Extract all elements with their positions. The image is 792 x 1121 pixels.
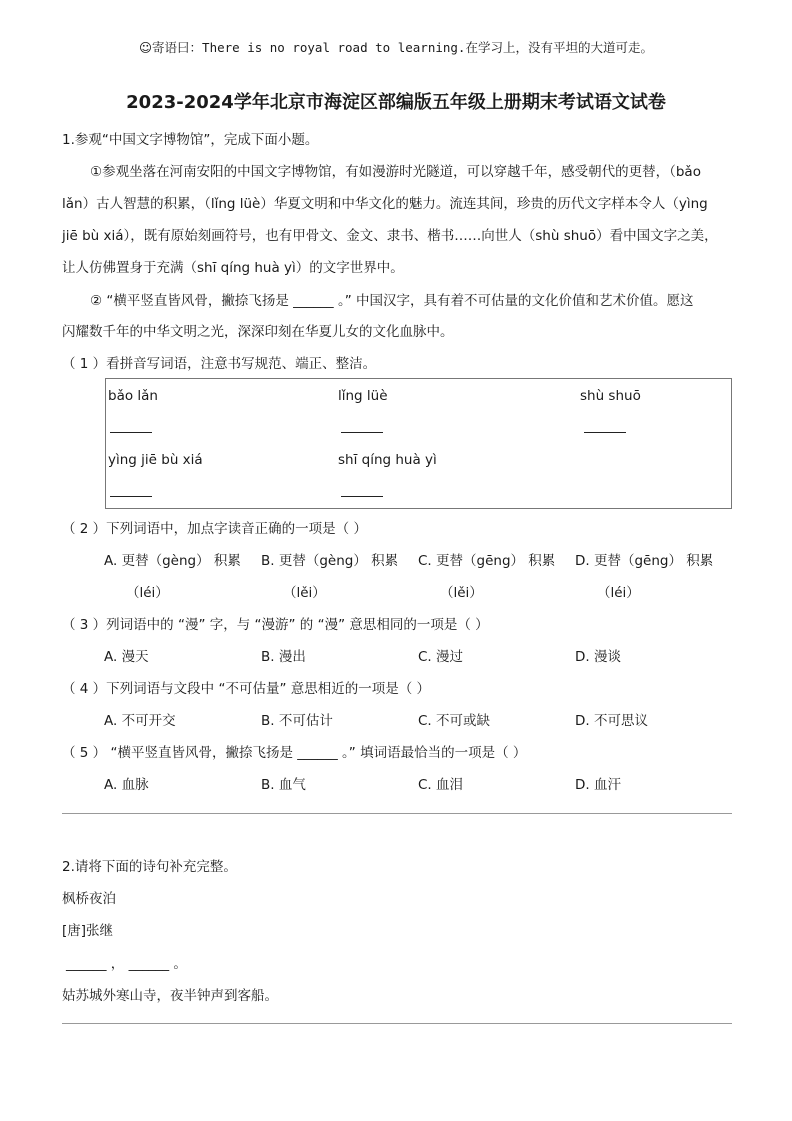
q1-para1-line1: ①参观坐落在河南安阳的中国文字博物馆，有如漫游时光隧道，可以穿越千年，感受朝代的更替，（bǎo [90,164,701,180]
pinyin-label: bǎo lǎn [108,388,158,404]
q1-sub2-prompt: （ 2 ）下列词语中，加点字读音正确的一项是（ ） [62,521,367,537]
option-b[interactable]: B. 更替（gèng） 积累 [261,553,399,569]
option-c[interactable]: C. 血泪 [418,777,464,793]
poem-author: [唐]张继 [62,923,114,939]
q1-para1-line4: 让人仿佛置身于充满（shī qíng huà yì）的文字世界中。 [62,260,404,276]
q1-para2-line1: ② “横平竖直皆风骨，撇捺飞扬是 ______ 。” 中国汉字，具有着不可估量的文化价值和艺术价值。愿这 [90,293,694,309]
option-a[interactable]: A. 不可开交 [104,713,176,729]
poem-title: 枫桥夜泊 [62,891,116,907]
answer-blank[interactable] [110,432,152,433]
q1-para1-line3: jiē bù xiá），既有原始刻画符号，也有甲骨文、金文、隶书、楷书……向世人（shù shuō）看中国文字之美， [62,228,718,244]
option-b-reading: （lěi） [283,585,326,601]
poem-last-line: 姑苏城外寒山寺，夜半钟声到客船。 [62,988,278,1004]
answer-blank[interactable] [110,496,152,497]
answer-blank[interactable] [584,432,626,433]
option-c[interactable]: C. 更替（gēng） 积累 [418,553,556,569]
option-a[interactable]: A. 更替（gèng） 积累 [104,553,241,569]
page-title: 2023-2024学年北京市海淀区部编版五年级上册期末考试语文试卷 [126,92,666,113]
motto-chinese: 在学习上，没有平坦的大道可走。 [465,40,653,55]
option-d-reading: （léi） [597,585,640,601]
option-b[interactable]: B. 漫出 [261,649,306,665]
poem-blank-line[interactable]: ______ ， ______ 。 [66,956,187,972]
motto-prefix: ☺寄语曰： [139,40,203,55]
option-a[interactable]: A. 血脉 [104,777,149,793]
option-d[interactable]: D. 不可思议 [575,713,648,729]
option-a-reading: （léi） [126,585,169,601]
q2-heading: 2.请将下面的诗句补充完整。 [62,859,237,875]
option-b[interactable]: B. 不可估计 [261,713,333,729]
q1-para1-line2: lǎn）古人智慧的积累，（lǐng lüè）华夏文明和中华文化的魅力。流连其间，珍贵的历代文字样本令人（yìng [62,196,708,212]
section-divider [62,1023,732,1024]
q1-sub1-prompt: （ 1 ）看拼音写词语，注意书写规范、端正、整洁。 [62,356,377,372]
q1-para2-line2: 闪耀数千年的中华文明之光，深深印刻在华夏儿女的文化血脉中。 [62,324,454,340]
q1-sub3-prompt: （ 3 ）列词语中的 “漫” 字，与 “漫游” 的 “漫” 意思相同的一项是（ ） [62,617,489,633]
pinyin-label: shù shuō [580,388,641,404]
q1-heading: 1.参观“中国文字博物馆”，完成下面小题。 [62,132,319,148]
option-a[interactable]: A. 漫天 [104,649,149,665]
answer-blank[interactable] [341,432,383,433]
option-c-reading: （lěi） [440,585,483,601]
section-divider [62,813,732,814]
option-b[interactable]: B. 血气 [261,777,306,793]
q1-sub5-prompt: （ 5 ） “横平竖直皆风骨，撇捺飞扬是 ______ 。” 填词语最恰当的一项是（ ） [62,745,527,761]
option-d[interactable]: D. 血汗 [575,777,621,793]
option-c[interactable]: C. 漫过 [418,649,464,665]
option-d[interactable]: D. 更替（gēng） 积累 [575,553,714,569]
q1-sub4-prompt: （ 4 ）下列词语与文段中 “不可估量” 意思相近的一项是（ ） [62,681,431,697]
answer-blank[interactable] [341,496,383,497]
option-c[interactable]: C. 不可或缺 [418,713,491,729]
pinyin-label: yìng jiē bù xiá [108,452,203,468]
header-motto [0,38,792,56]
option-d[interactable]: D. 漫谈 [575,649,621,665]
motto-english: There is no royal road to learning. [202,40,466,55]
pinyin-label: shī qíng huà yì [338,452,437,468]
pinyin-label: lǐng lüè [338,388,388,404]
